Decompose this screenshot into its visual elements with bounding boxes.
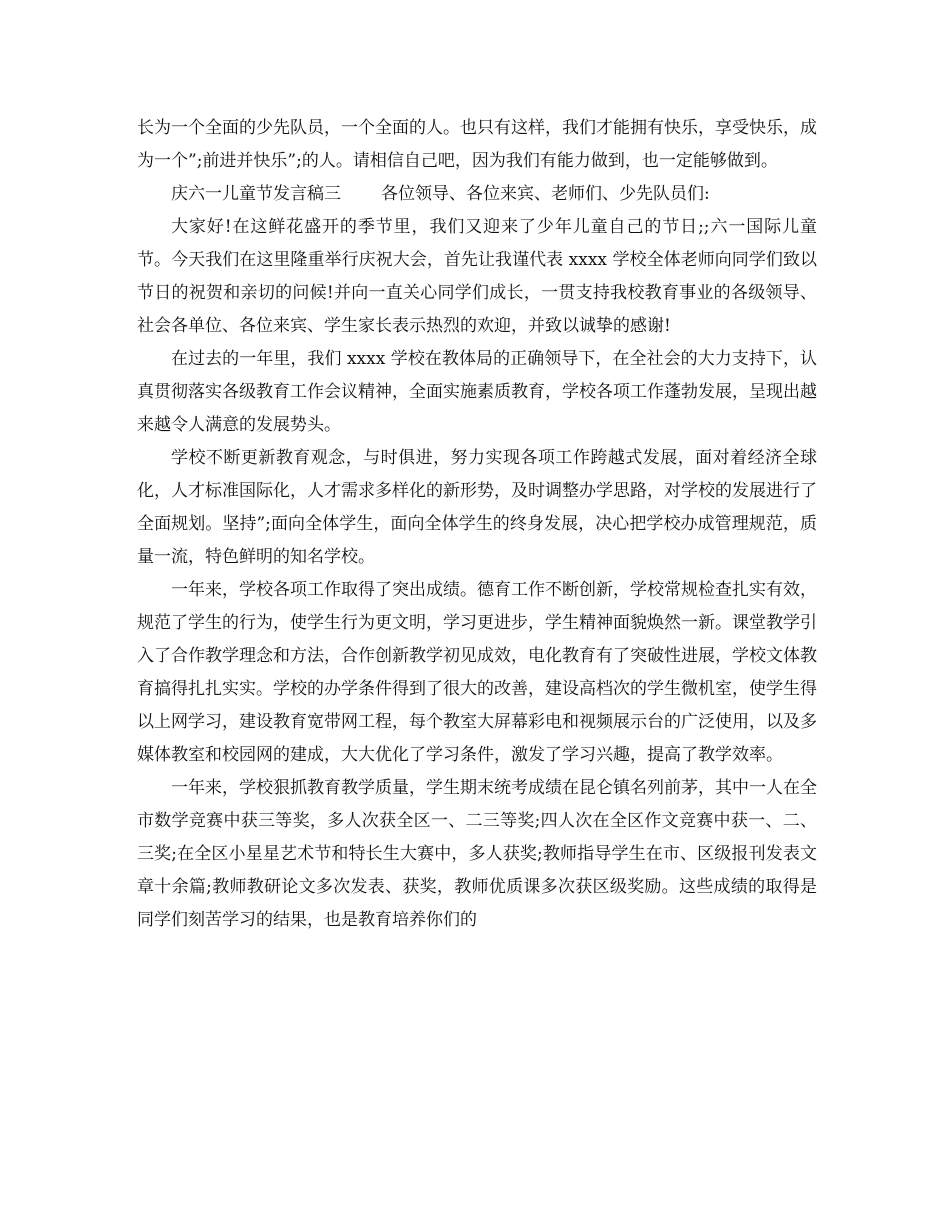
body-paragraph: 大家好!在这鲜花盛开的季节里，我们又迎来了少年儿童自己的节日;;六一国际儿童节。今天我们在这里隆重举行庆祝大会，首先让我谨代表 xxxx 学校全体老师向同学们致以节日的祝贺和亲切的问候!并向一直关心同学们成长，一贯支持我校教育事业的各级领导、社会各单位、各位来宾、学生家长表示热烈的欢迎，并致以诚挚的感谢! (137, 217, 817, 336)
heading-line (137, 178, 817, 211)
body-paragraph: 一年来，学校各项工作取得了突出成绩。德育工作不断创新，学校常规检查扎实有效，规范了学生的行为，使学生行为更文明，学习更进步，学生精神面貌焕然一新。课堂教学引入了合作教学理念和方法，合作创新教学初见成效，电化教育有了突破性进展，学校文体教育搞得扎扎实实。学校的办学条件得到了很大的改善，建设高档次的学生微机室，使学生得以上网学习，建设教育宽带网工程，每个教室大屏幕彩电和视频展示台的广泛使用，以及多媒体教室和校园网的建成，大大优化了学习条件，激发了学习兴趣，提高了教学效率。 (137, 580, 817, 765)
section-title: 庆六一儿童节发言稿三 (171, 184, 341, 204)
continuation-paragraph: 长为一个全面的少先队员，一个全面的人。也只有这样，我们才能拥有快乐，享受快乐，成为一个”;前进并快乐”;的人。请相信自己吧，因为我们有能力做到，也一定能够做到。 (137, 118, 817, 171)
body-paragraph: 在过去的一年里，我们 xxxx 学校在教体局的正确领导下，在全社会的大力支持下，认真贯彻落实各级教育工作会议精神，全面实施素质教育，学校各项工作蓬勃发展，呈现出越来越令人满意的发展势头。 (137, 349, 817, 435)
document-body (137, 112, 817, 937)
body-paragraph: 一年来，学校狠抓教育教学质量，学生期末统考成绩在昆仑镇名列前茅，其中一人在全市数学竞赛中获三等奖，多人次获全区一、二三等奖;四人次在全区作文竞赛中获一、二、三奖;在全区小星星艺术节和特长生大赛中，多人获奖;教师指导学生在市、区级报刊发表文章十余篇;教师教研论文多次发表、获奖，教师优质课多次获区级奖励。这些成绩的取得是同学们刻苦学习的结果，也是教育培养你们的 (137, 778, 817, 930)
body-paragraph: 学校不断更新教育观念，与时俱进，努力实现各项工作跨越式发展，面对着经济全球化，人才标准国际化，人才需求多样化的新形势，及时调整办学思路，对学校的发展进行了全面规划。坚持”;面向全体学生，面向全体学生的终身发展，决心把学校办成管理规范，质量一流，特色鲜明的知名学校。 (137, 448, 817, 567)
salutation: 各位领导、各位来宾、老师们、少先队员们: (381, 184, 710, 204)
